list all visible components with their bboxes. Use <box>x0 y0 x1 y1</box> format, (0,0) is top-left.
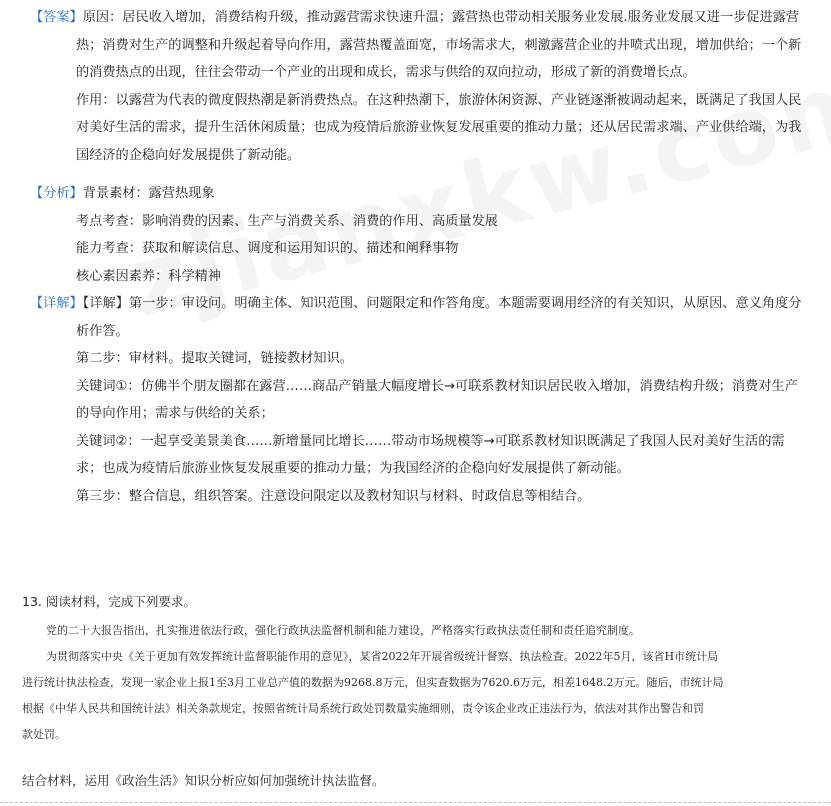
detail-line-5: 的导向作用；需求与供给的关系； <box>76 406 274 421</box>
detail-tag: 【详解】 <box>30 296 83 311</box>
question-title: 13. 阅读材料，完成下列要求。 <box>22 594 196 609</box>
detail-line-7: 求；也成为疫情后旅游业恢复发展重要的推动力量；为我国经济的企稳向好发展提供了新动能。 <box>76 461 630 476</box>
answer-line-2: 热；消费对生产的调整和升级起着导向作用，露营热覆盖面宽，市场需求大，刺激露营企业的井喷式出现，增加供给；一个新 <box>76 37 802 53</box>
analysis-section <box>30 180 805 290</box>
answer-line-5: 对美好生活的需求，提升生活休闲质量；也成为疫情后旅游业恢复发展重要的推动力量；还从居民需求端、产业供给端，为我 <box>76 120 802 135</box>
detail-line-3: 第二步：审材料。提取关键词，链接教材知识。 <box>76 351 353 366</box>
question-ask-section <box>22 771 812 791</box>
analysis-line-2: 考点考查：影响消费的因素、生产与消费关系、消费的作用、高质量发展 <box>76 213 498 229</box>
answer-line-3: 的消费热点的出现，往往会带动一个产业的出现和成长，需求与供给的双向拉动，形成了新的消费增长点。 <box>76 65 696 80</box>
answer-line-4: 作用：以露营为代表的微度假热潮是新消费热点。在这种热潮下，旅游休闲资源、产业链逐渐被调动起来，既满足了我国人民 <box>76 92 802 108</box>
answer-tag: 【答案】 <box>30 10 83 25</box>
analysis-tag: 【分析】 <box>30 186 83 201</box>
detail-line-4: 关键词①：仿佛半个朋友圈都在露营……商品产销量大幅度增长→可联系教材知识居民收入增加，消费结构升级；消费对生产 <box>76 378 798 394</box>
analysis-line-3: 能力考查：获取和解读信息、调度和运用知识的、描述和阐释事物 <box>76 241 459 256</box>
question-ask: 结合材料，运用《政治生活》知识分析应如何加强统计执法监督。 <box>22 773 385 788</box>
page-bottom-divider <box>0 802 831 803</box>
answer-line-6: 国经济的企稳向好发展提供了新动能。 <box>76 147 301 163</box>
material-paragraph-2-line-1: 为贯彻落实中央《关于更加有效发挥统计监督职能作用的意见》，某省2022年开展省级统计督察、执法检查。2022年5月，该省H市统计局 <box>46 650 719 663</box>
detail-section <box>30 290 805 510</box>
answer-section <box>30 4 805 169</box>
detail-line-2: 析作答。 <box>76 323 129 339</box>
material-paragraph-1: 党的二十大报告指出，扎实推进依法行政，强化行政执法监督机制和能力建设，严格落实行政执法责任制和责任追究制度。 <box>46 624 640 637</box>
material-paragraph-2-line-4: 款处罚。 <box>22 728 66 741</box>
material-paragraph-2-line-2: 进行统计执法检查，发现一家企业上报1至3月工业总产值的数据为9268.8万元，但实查数据为7620.6万元，相差1648.2万元。随后，市统计局 <box>22 676 724 689</box>
detail-line-8: 第三步：整合信息，组织答案。注意设问限定以及教材知识与材料、时政信息等相结合。 <box>76 488 591 504</box>
answer-line-1: 【答案】原因：居民收入增加，消费结构升级，推动露营需求快速升温；露营热也带动相关服务业发展.服务业发展又进一步促进露营 <box>30 10 800 25</box>
analysis-line-1: 【分析】背景素材：露营热现象 <box>30 186 215 201</box>
question-section <box>22 592 812 748</box>
detail-line-1: 【详解】【详解】第一步：审设问。明确主体、知识范围、问题限定和作答角度。本题需要调用经济的有关知识，从原因、意义角度分 <box>30 296 802 311</box>
detail-line-6: 关键词②：一起享受美景美食……新增量同比增长……带动市场规模等→可联系教材知识既满足了我国人民对美好生活的需 <box>76 433 785 449</box>
analysis-line-4: 核心素因素养：科学精神 <box>76 268 222 284</box>
material-paragraph-2-line-3: 根据《中华人民共和国统计法》相关条款规定，按照省统计局系统行政处罚数量实施细则，责令该企业改正违法行为，依法对其作出警告和罚 <box>22 702 704 715</box>
